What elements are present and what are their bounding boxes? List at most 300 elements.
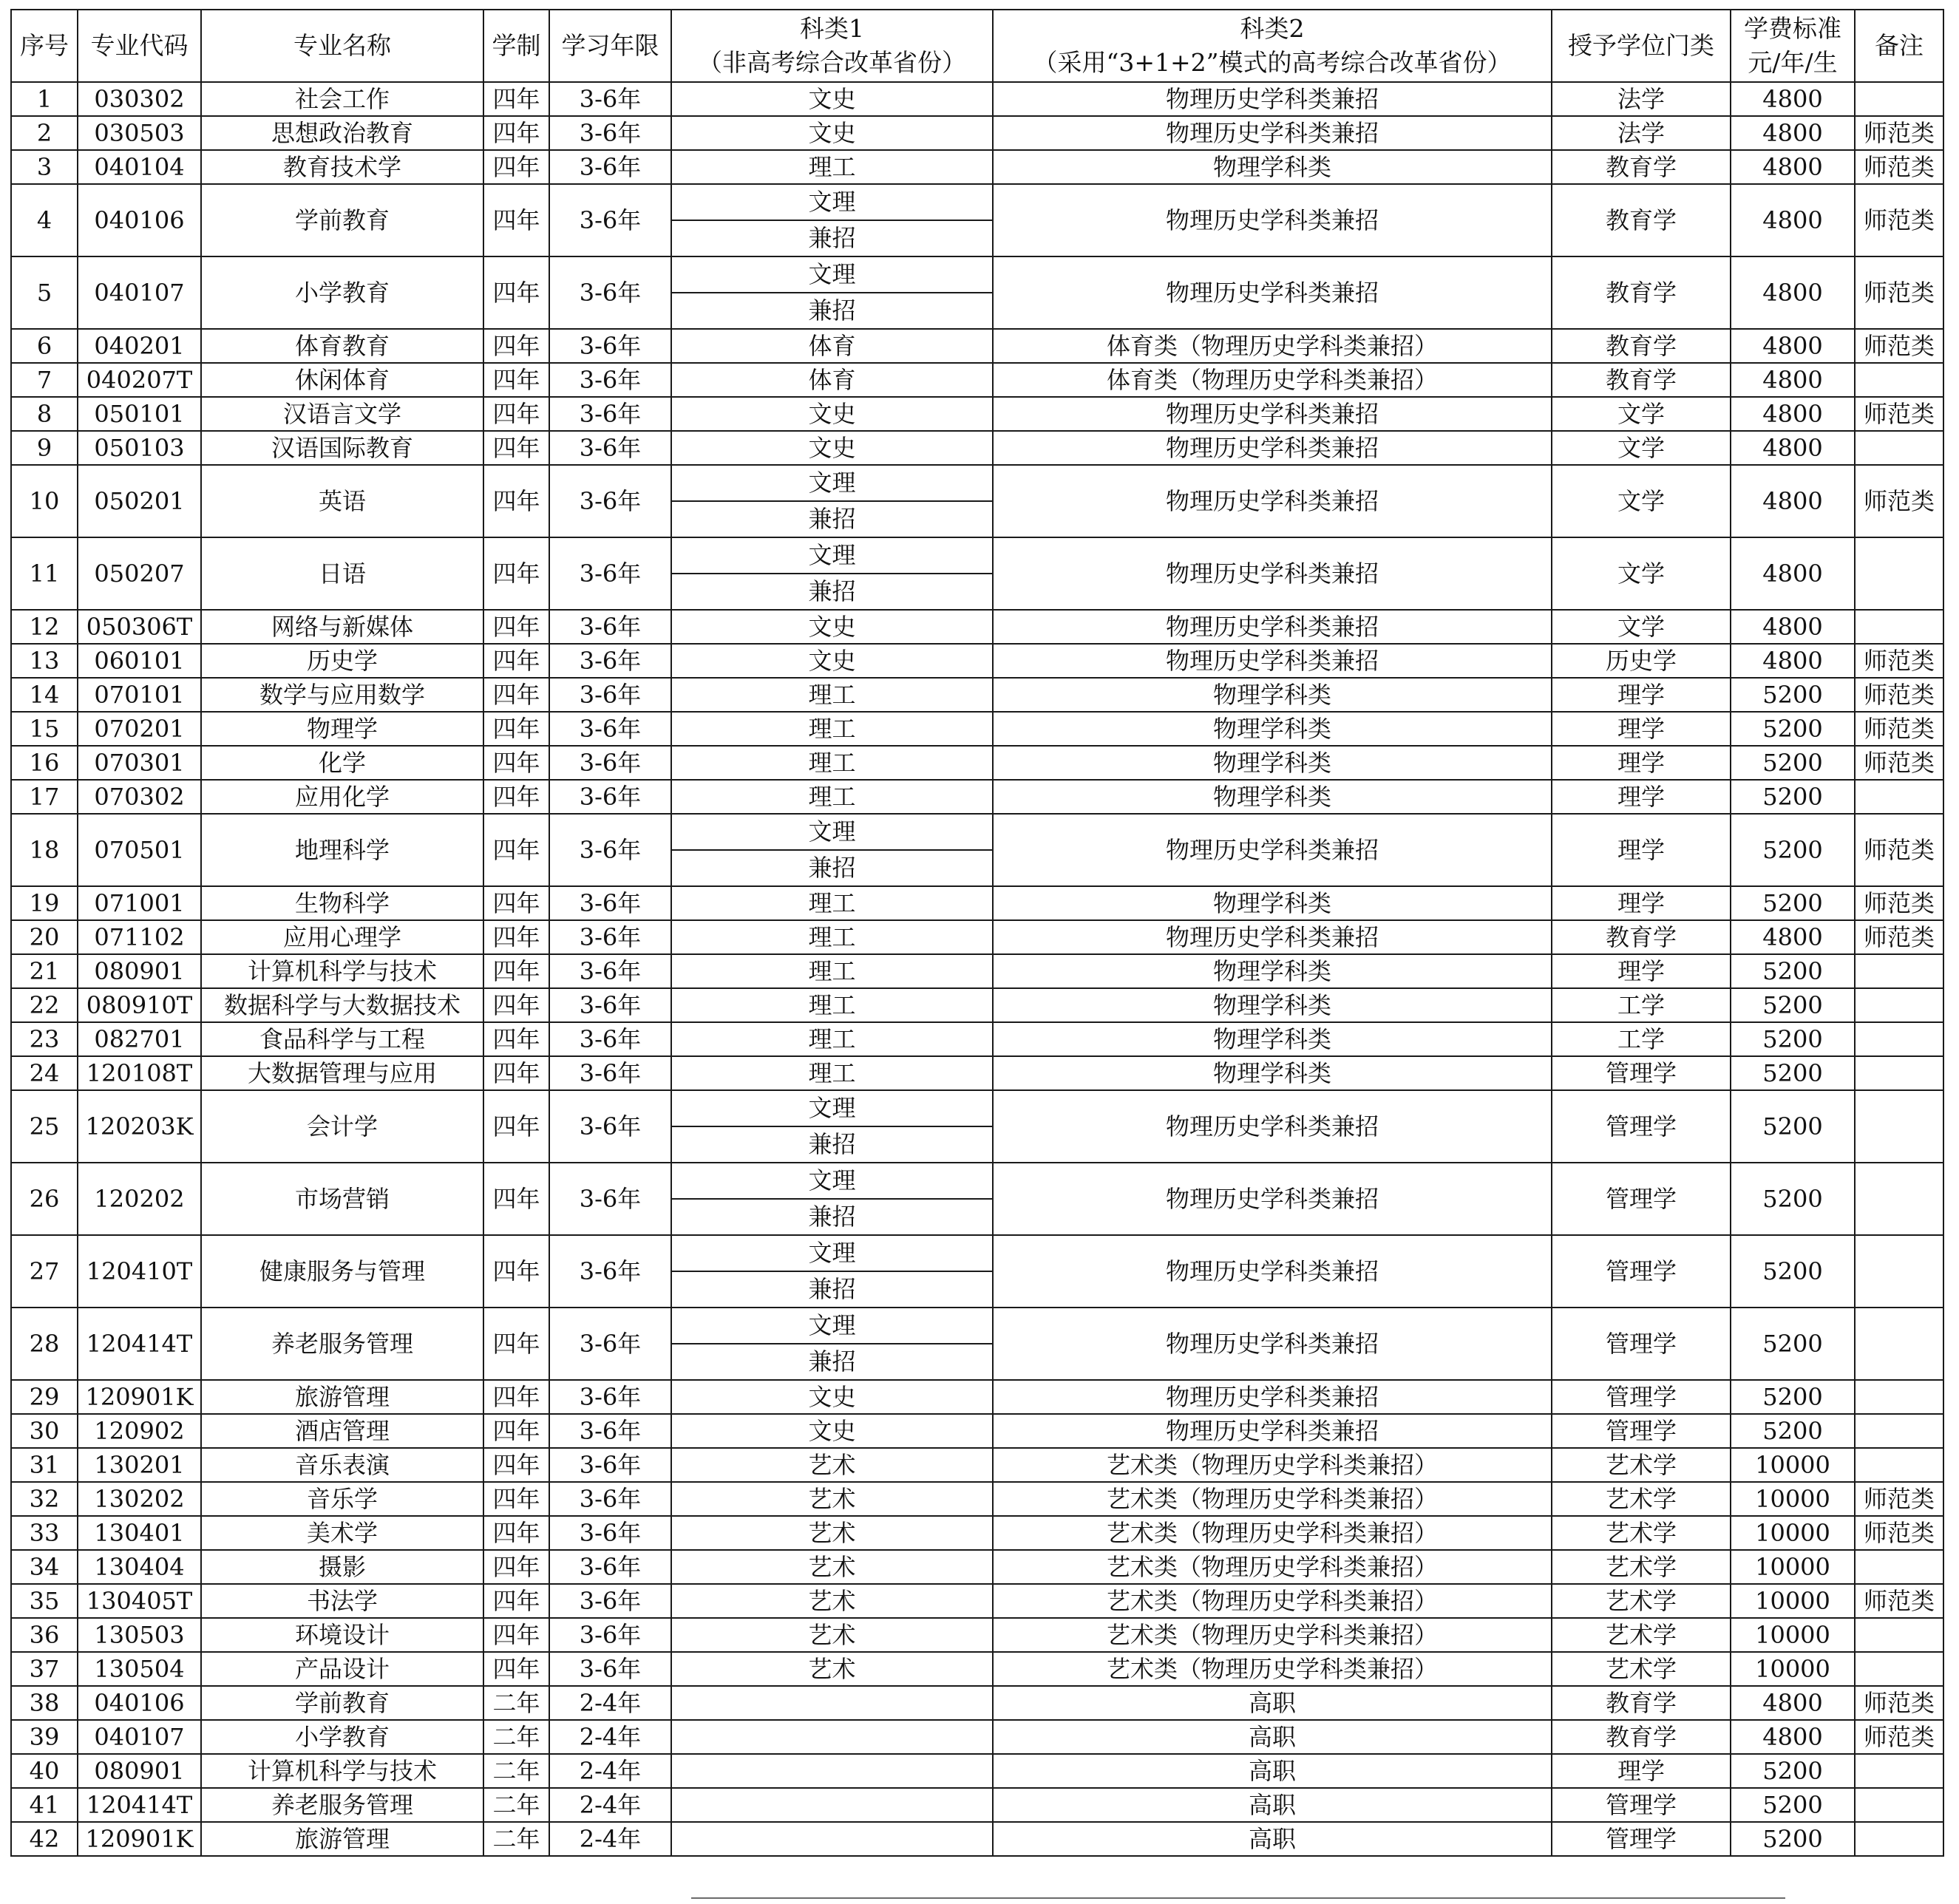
cell-fee: 4800 <box>1731 1720 1855 1754</box>
cell-note <box>1855 1448 1943 1482</box>
table-row <box>11 363 1943 397</box>
cell-fee: 4800 <box>1731 256 1855 329</box>
cell-category2: 高职 <box>993 1686 1552 1720</box>
cell-category2: 物理学科类 <box>993 1056 1552 1090</box>
cell-note: 师范类 <box>1855 1482 1943 1516</box>
cell-category1-primary: 文理 <box>672 538 992 574</box>
table-row <box>11 780 1943 814</box>
cell-note: 师范类 <box>1855 1516 1943 1550</box>
cell-duration: 四年 <box>483 150 549 184</box>
cell-major-code: 050101 <box>78 397 201 431</box>
cell-category2: 艺术类（物理历史学科类兼招） <box>993 1618 1552 1652</box>
cell-major-code: 130504 <box>78 1652 201 1686</box>
cell-category2: 物理历史学科类兼招 <box>993 431 1552 465</box>
cell-major-code: 071001 <box>78 886 201 920</box>
cell-note <box>1855 1022 1943 1056</box>
cell-study-years: 3-6年 <box>549 363 671 397</box>
cell-category1-secondary: 兼招 <box>808 1203 856 1231</box>
cell-category1: 理工 <box>671 886 993 920</box>
cell-degree: 理学 <box>1552 954 1731 988</box>
cell-note <box>1855 1618 1943 1652</box>
cell-fee: 5200 <box>1731 1414 1855 1448</box>
cell-duration: 四年 <box>483 1414 549 1448</box>
cell-degree: 管理学 <box>1552 1090 1731 1163</box>
cell-degree: 法学 <box>1552 82 1731 116</box>
cell-study-years: 3-6年 <box>549 746 671 780</box>
cell-major-name: 教育技术学 <box>201 150 483 184</box>
cell-category1: 艺术 <box>671 1584 993 1618</box>
cell-major-name: 学前教育 <box>201 1686 483 1720</box>
cell-duration: 四年 <box>483 1618 549 1652</box>
cell-duration: 四年 <box>483 1516 549 1550</box>
cell-major-code: 050306T <box>78 610 201 644</box>
header-seq: 序号 <box>11 10 78 82</box>
cell-major-name: 会计学 <box>201 1090 483 1163</box>
table-row <box>11 814 1943 886</box>
table-row <box>11 1550 1943 1584</box>
cell-category1: 理工 <box>671 712 993 746</box>
cell-degree: 艺术学 <box>1552 1618 1731 1652</box>
cell-category1: 文史 <box>671 82 993 116</box>
cell-category1 <box>671 1090 993 1163</box>
cell-category1: 文史 <box>671 431 993 465</box>
cell-major-code: 070301 <box>78 746 201 780</box>
cell-duration: 二年 <box>483 1788 549 1822</box>
cell-note: 师范类 <box>1855 116 1943 150</box>
cell-degree: 理学 <box>1552 712 1731 746</box>
cell-seq: 2 <box>11 116 78 150</box>
cell-duration: 四年 <box>483 363 549 397</box>
cell-category1: 理工 <box>671 1056 993 1090</box>
header-name: 专业名称 <box>201 10 483 82</box>
cell-category1-primary: 文理 <box>672 1091 992 1127</box>
cell-study-years: 3-6年 <box>549 780 671 814</box>
table-row <box>11 150 1943 184</box>
cell-study-years: 3-6年 <box>549 886 671 920</box>
cell-duration: 四年 <box>483 1652 549 1686</box>
table-row <box>11 1235 1943 1308</box>
cell-fee: 4800 <box>1731 184 1855 256</box>
cell-fee: 5200 <box>1731 712 1855 746</box>
cell-major-name: 环境设计 <box>201 1618 483 1652</box>
cell-seq: 3 <box>11 150 78 184</box>
cell-fee: 5200 <box>1731 1163 1855 1235</box>
cell-study-years: 3-6年 <box>549 712 671 746</box>
cell-degree: 教育学 <box>1552 329 1731 363</box>
cell-category2: 物理学科类 <box>993 780 1552 814</box>
cell-category1 <box>671 1235 993 1308</box>
cell-fee: 10000 <box>1731 1652 1855 1686</box>
cell-major-code: 030503 <box>78 116 201 150</box>
cell-note: 师范类 <box>1855 256 1943 329</box>
cell-fee: 5200 <box>1731 886 1855 920</box>
cell-major-name: 汉语国际教育 <box>201 431 483 465</box>
cell-study-years: 2-4年 <box>549 1754 671 1788</box>
cell-major-code: 080901 <box>78 1754 201 1788</box>
cell-duration: 四年 <box>483 1163 549 1235</box>
cell-note: 师范类 <box>1855 644 1943 678</box>
cell-duration: 四年 <box>483 1235 549 1308</box>
cell-fee: 5200 <box>1731 678 1855 712</box>
cell-category1 <box>671 814 993 886</box>
cell-duration: 四年 <box>483 780 549 814</box>
cell-seq: 17 <box>11 780 78 814</box>
cell-category1-secondary: 兼招 <box>808 854 856 882</box>
cell-fee: 4800 <box>1731 116 1855 150</box>
cell-degree: 理学 <box>1552 886 1731 920</box>
cell-major-name: 市场营销 <box>201 1163 483 1235</box>
cell-fee: 5200 <box>1731 814 1855 886</box>
cell-degree: 理学 <box>1552 780 1731 814</box>
cell-fee: 10000 <box>1731 1482 1855 1516</box>
cell-category2: 物理历史学科类兼招 <box>993 1308 1552 1380</box>
cell-major-code: 120108T <box>78 1056 201 1090</box>
cell-major-code: 120414T <box>78 1308 201 1380</box>
cell-major-name: 应用化学 <box>201 780 483 814</box>
cell-degree: 教育学 <box>1552 256 1731 329</box>
table-row <box>11 1090 1943 1163</box>
cell-study-years: 3-6年 <box>549 1448 671 1482</box>
cell-category1: 文史 <box>671 644 993 678</box>
cell-major-name: 小学教育 <box>201 256 483 329</box>
cell-category2: 物理历史学科类兼招 <box>993 1380 1552 1414</box>
cell-major-name: 历史学 <box>201 644 483 678</box>
cell-major-code: 130503 <box>78 1618 201 1652</box>
cell-seq: 16 <box>11 746 78 780</box>
cell-degree: 管理学 <box>1552 1788 1731 1822</box>
cell-degree: 管理学 <box>1552 1056 1731 1090</box>
cell-seq: 24 <box>11 1056 78 1090</box>
cell-category2: 高职 <box>993 1754 1552 1788</box>
cell-note: 师范类 <box>1855 1720 1943 1754</box>
cell-fee: 5200 <box>1731 1822 1855 1856</box>
cell-note: 师范类 <box>1855 814 1943 886</box>
header-duration: 学制 <box>483 10 549 82</box>
cell-duration: 四年 <box>483 1380 549 1414</box>
cell-fee: 4800 <box>1731 82 1855 116</box>
cell-seq: 39 <box>11 1720 78 1754</box>
cell-note: 师范类 <box>1855 329 1943 363</box>
cell-fee: 10000 <box>1731 1550 1855 1584</box>
cell-study-years: 3-6年 <box>549 610 671 644</box>
cell-category1: 理工 <box>671 1022 993 1056</box>
cell-category2: 物理历史学科类兼招 <box>993 610 1552 644</box>
cell-fee: 4800 <box>1731 644 1855 678</box>
cell-seq: 6 <box>11 329 78 363</box>
cell-major-name: 音乐表演 <box>201 1448 483 1482</box>
cell-category2: 物理学科类 <box>993 150 1552 184</box>
cell-degree: 理学 <box>1552 746 1731 780</box>
cell-major-code: 130401 <box>78 1516 201 1550</box>
cell-note: 师范类 <box>1855 746 1943 780</box>
cell-seq: 31 <box>11 1448 78 1482</box>
cell-fee: 4800 <box>1731 1686 1855 1720</box>
cell-category1-primary: 文理 <box>672 815 992 851</box>
cell-study-years: 3-6年 <box>549 1090 671 1163</box>
cell-category1 <box>671 1308 993 1380</box>
cell-category1: 理工 <box>671 988 993 1022</box>
cell-seq: 42 <box>11 1822 78 1856</box>
cell-major-code: 120202 <box>78 1163 201 1235</box>
cell-major-code: 130404 <box>78 1550 201 1584</box>
cell-duration: 四年 <box>483 1022 549 1056</box>
cell-major-code: 030302 <box>78 82 201 116</box>
cell-major-code: 070101 <box>78 678 201 712</box>
cell-category1: 文史 <box>671 1380 993 1414</box>
cell-fee: 5200 <box>1731 1022 1855 1056</box>
table-row <box>11 1448 1943 1482</box>
cell-category1 <box>671 184 993 256</box>
cell-duration: 四年 <box>483 1090 549 1163</box>
cell-major-name: 网络与新媒体 <box>201 610 483 644</box>
table-row <box>11 1686 1943 1720</box>
cell-major-name: 计算机科学与技术 <box>201 1754 483 1788</box>
table-body <box>11 82 1943 1856</box>
cell-study-years: 2-4年 <box>549 1788 671 1822</box>
cell-major-name: 英语 <box>201 465 483 537</box>
cell-major-name: 体育教育 <box>201 329 483 363</box>
table-row <box>11 610 1943 644</box>
cell-note: 师范类 <box>1855 1584 1943 1618</box>
cell-duration: 四年 <box>483 256 549 329</box>
cell-seq: 36 <box>11 1618 78 1652</box>
cell-degree: 教育学 <box>1552 150 1731 184</box>
cell-note: 师范类 <box>1855 150 1943 184</box>
cell-note <box>1855 537 1943 610</box>
cell-degree: 文学 <box>1552 465 1731 537</box>
cell-seq: 9 <box>11 431 78 465</box>
cell-seq: 4 <box>11 184 78 256</box>
table-row <box>11 256 1943 329</box>
cell-category1: 艺术 <box>671 1652 993 1686</box>
cell-duration: 二年 <box>483 1686 549 1720</box>
cell-duration: 四年 <box>483 814 549 886</box>
cell-major-code: 040107 <box>78 1720 201 1754</box>
cell-category2: 高职 <box>993 1788 1552 1822</box>
table-row <box>11 1822 1943 1856</box>
cell-major-code: 040107 <box>78 256 201 329</box>
cell-note <box>1855 82 1943 116</box>
cell-category1 <box>671 1686 993 1720</box>
cell-degree: 艺术学 <box>1552 1584 1731 1618</box>
cell-study-years: 2-4年 <box>549 1686 671 1720</box>
table-row <box>11 1754 1943 1788</box>
cell-study-years: 3-6年 <box>549 184 671 256</box>
cell-note: 师范类 <box>1855 184 1943 256</box>
cell-study-years: 2-4年 <box>549 1720 671 1754</box>
cell-degree: 文学 <box>1552 537 1731 610</box>
cell-seq: 19 <box>11 886 78 920</box>
cell-duration: 四年 <box>483 1550 549 1584</box>
cell-duration: 四年 <box>483 1482 549 1516</box>
cell-study-years: 3-6年 <box>549 431 671 465</box>
cell-note <box>1855 1550 1943 1584</box>
cell-degree: 文学 <box>1552 431 1731 465</box>
header-category1-subtitle: （非高考综合改革省份） <box>698 48 966 77</box>
cell-study-years: 3-6年 <box>549 1652 671 1686</box>
cell-degree: 理学 <box>1552 814 1731 886</box>
cell-fee: 4800 <box>1731 329 1855 363</box>
cell-major-name: 音乐学 <box>201 1482 483 1516</box>
cell-fee: 5200 <box>1731 1788 1855 1822</box>
cell-degree: 艺术学 <box>1552 1448 1731 1482</box>
cell-major-name: 社会工作 <box>201 82 483 116</box>
cell-degree: 工学 <box>1552 988 1731 1022</box>
cell-category2: 物理历史学科类兼招 <box>993 814 1552 886</box>
cell-category1: 艺术 <box>671 1516 993 1550</box>
table-row <box>11 1414 1943 1448</box>
cell-duration: 四年 <box>483 712 549 746</box>
cell-major-name: 产品设计 <box>201 1652 483 1686</box>
cell-major-name: 学前教育 <box>201 184 483 256</box>
cell-note <box>1855 1380 1943 1414</box>
cell-category2: 物理学科类 <box>993 678 1552 712</box>
cell-category1: 艺术 <box>671 1482 993 1516</box>
table-row <box>11 82 1943 116</box>
header-category1-title: 科类1 <box>800 14 864 43</box>
cell-duration: 四年 <box>483 610 549 644</box>
cell-study-years: 3-6年 <box>549 1516 671 1550</box>
cell-major-code: 040104 <box>78 150 201 184</box>
cell-category1 <box>671 1822 993 1856</box>
cell-fee: 5200 <box>1731 1056 1855 1090</box>
cell-note <box>1855 1414 1943 1448</box>
cell-degree: 工学 <box>1552 1022 1731 1056</box>
cell-degree: 历史学 <box>1552 644 1731 678</box>
cell-category1: 文史 <box>671 116 993 150</box>
cell-major-code: 070501 <box>78 814 201 886</box>
cell-note: 师范类 <box>1855 397 1943 431</box>
cell-category1-secondary: 兼招 <box>808 1347 856 1376</box>
table-row <box>11 1584 1943 1618</box>
cell-category2: 物理历史学科类兼招 <box>993 644 1552 678</box>
cell-major-name: 酒店管理 <box>201 1414 483 1448</box>
cell-duration: 四年 <box>483 1584 549 1618</box>
cell-major-name: 旅游管理 <box>201 1380 483 1414</box>
cell-duration: 四年 <box>483 746 549 780</box>
cell-major-name: 生物科学 <box>201 886 483 920</box>
cell-note: 师范类 <box>1855 886 1943 920</box>
table-row <box>11 1380 1943 1414</box>
cell-major-code: 082701 <box>78 1022 201 1056</box>
cell-note <box>1855 780 1943 814</box>
cell-major-code: 120203K <box>78 1090 201 1163</box>
cell-category1: 理工 <box>671 780 993 814</box>
header-fee-title: 学费标准 <box>1744 14 1841 43</box>
table-row <box>11 1516 1943 1550</box>
cell-duration: 四年 <box>483 920 549 954</box>
cell-study-years: 3-6年 <box>549 256 671 329</box>
table-row <box>11 1163 1943 1235</box>
table-row <box>11 1482 1943 1516</box>
cell-seq: 21 <box>11 954 78 988</box>
cell-study-years: 3-6年 <box>549 988 671 1022</box>
cell-duration: 二年 <box>483 1720 549 1754</box>
cell-category2: 艺术类（物理历史学科类兼招） <box>993 1516 1552 1550</box>
cell-degree: 教育学 <box>1552 920 1731 954</box>
cell-duration: 四年 <box>483 1308 549 1380</box>
table-row <box>11 431 1943 465</box>
cell-note <box>1855 1788 1943 1822</box>
cell-degree: 文学 <box>1552 397 1731 431</box>
cell-study-years: 3-6年 <box>549 1163 671 1235</box>
cell-degree: 艺术学 <box>1552 1652 1731 1686</box>
cell-category2: 物理历史学科类兼招 <box>993 82 1552 116</box>
table-row <box>11 746 1943 780</box>
cell-category2: 物理学科类 <box>993 988 1552 1022</box>
cell-note <box>1855 1235 1943 1308</box>
cell-category2: 物理历史学科类兼招 <box>993 397 1552 431</box>
cell-study-years: 2-4年 <box>549 1822 671 1856</box>
cell-category1-primary: 文理 <box>672 1163 992 1200</box>
cell-degree: 教育学 <box>1552 1686 1731 1720</box>
cell-category2: 体育类（物理历史学科类兼招） <box>993 329 1552 363</box>
cell-category2: 物理历史学科类兼招 <box>993 465 1552 537</box>
cell-degree: 文学 <box>1552 610 1731 644</box>
table-row <box>11 1652 1943 1686</box>
table-row <box>11 1788 1943 1822</box>
cell-fee: 5200 <box>1731 954 1855 988</box>
cell-study-years: 3-6年 <box>549 1482 671 1516</box>
cell-major-code: 050201 <box>78 465 201 537</box>
cell-seq: 11 <box>11 537 78 610</box>
cell-seq: 18 <box>11 814 78 886</box>
cell-degree: 管理学 <box>1552 1414 1731 1448</box>
cell-category1 <box>671 465 993 537</box>
cell-seq: 38 <box>11 1686 78 1720</box>
cell-category1: 体育 <box>671 329 993 363</box>
cell-major-name: 美术学 <box>201 1516 483 1550</box>
cell-seq: 27 <box>11 1235 78 1308</box>
header-fee-unit: 元/年/生 <box>1748 48 1838 77</box>
cell-major-code: 120901K <box>78 1380 201 1414</box>
cell-seq: 29 <box>11 1380 78 1414</box>
cell-study-years: 3-6年 <box>549 1550 671 1584</box>
cell-seq: 20 <box>11 920 78 954</box>
cell-major-name: 物理学 <box>201 712 483 746</box>
cell-category2: 艺术类（物理历史学科类兼招） <box>993 1550 1552 1584</box>
cell-major-name: 书法学 <box>201 1584 483 1618</box>
cell-fee: 10000 <box>1731 1618 1855 1652</box>
cell-study-years: 3-6年 <box>549 1235 671 1308</box>
header-row <box>11 10 1943 82</box>
cell-category2: 物理历史学科类兼招 <box>993 1414 1552 1448</box>
cell-category2: 物理学科类 <box>993 1022 1552 1056</box>
cell-study-years: 3-6年 <box>549 814 671 886</box>
cell-seq: 28 <box>11 1308 78 1380</box>
cell-note: 师范类 <box>1855 465 1943 537</box>
cell-category1-secondary: 兼招 <box>808 505 856 533</box>
cell-fee: 4800 <box>1731 150 1855 184</box>
cell-note <box>1855 954 1943 988</box>
cell-degree: 管理学 <box>1552 1163 1731 1235</box>
cell-major-code: 070201 <box>78 712 201 746</box>
cell-category1-secondary: 兼招 <box>808 296 856 324</box>
header-category2-title: 科类2 <box>1240 14 1305 43</box>
cell-category2: 物理学科类 <box>993 712 1552 746</box>
cell-category1: 理工 <box>671 920 993 954</box>
cell-note: 师范类 <box>1855 920 1943 954</box>
page-bottom-rule <box>691 1897 1785 1899</box>
cell-degree: 理学 <box>1552 678 1731 712</box>
cell-major-code: 130202 <box>78 1482 201 1516</box>
cell-major-name: 健康服务与管理 <box>201 1235 483 1308</box>
cell-category1 <box>671 1754 993 1788</box>
cell-fee: 5200 <box>1731 1754 1855 1788</box>
cell-category1: 艺术 <box>671 1618 993 1652</box>
table-row <box>11 712 1943 746</box>
header-category1 <box>671 10 993 82</box>
